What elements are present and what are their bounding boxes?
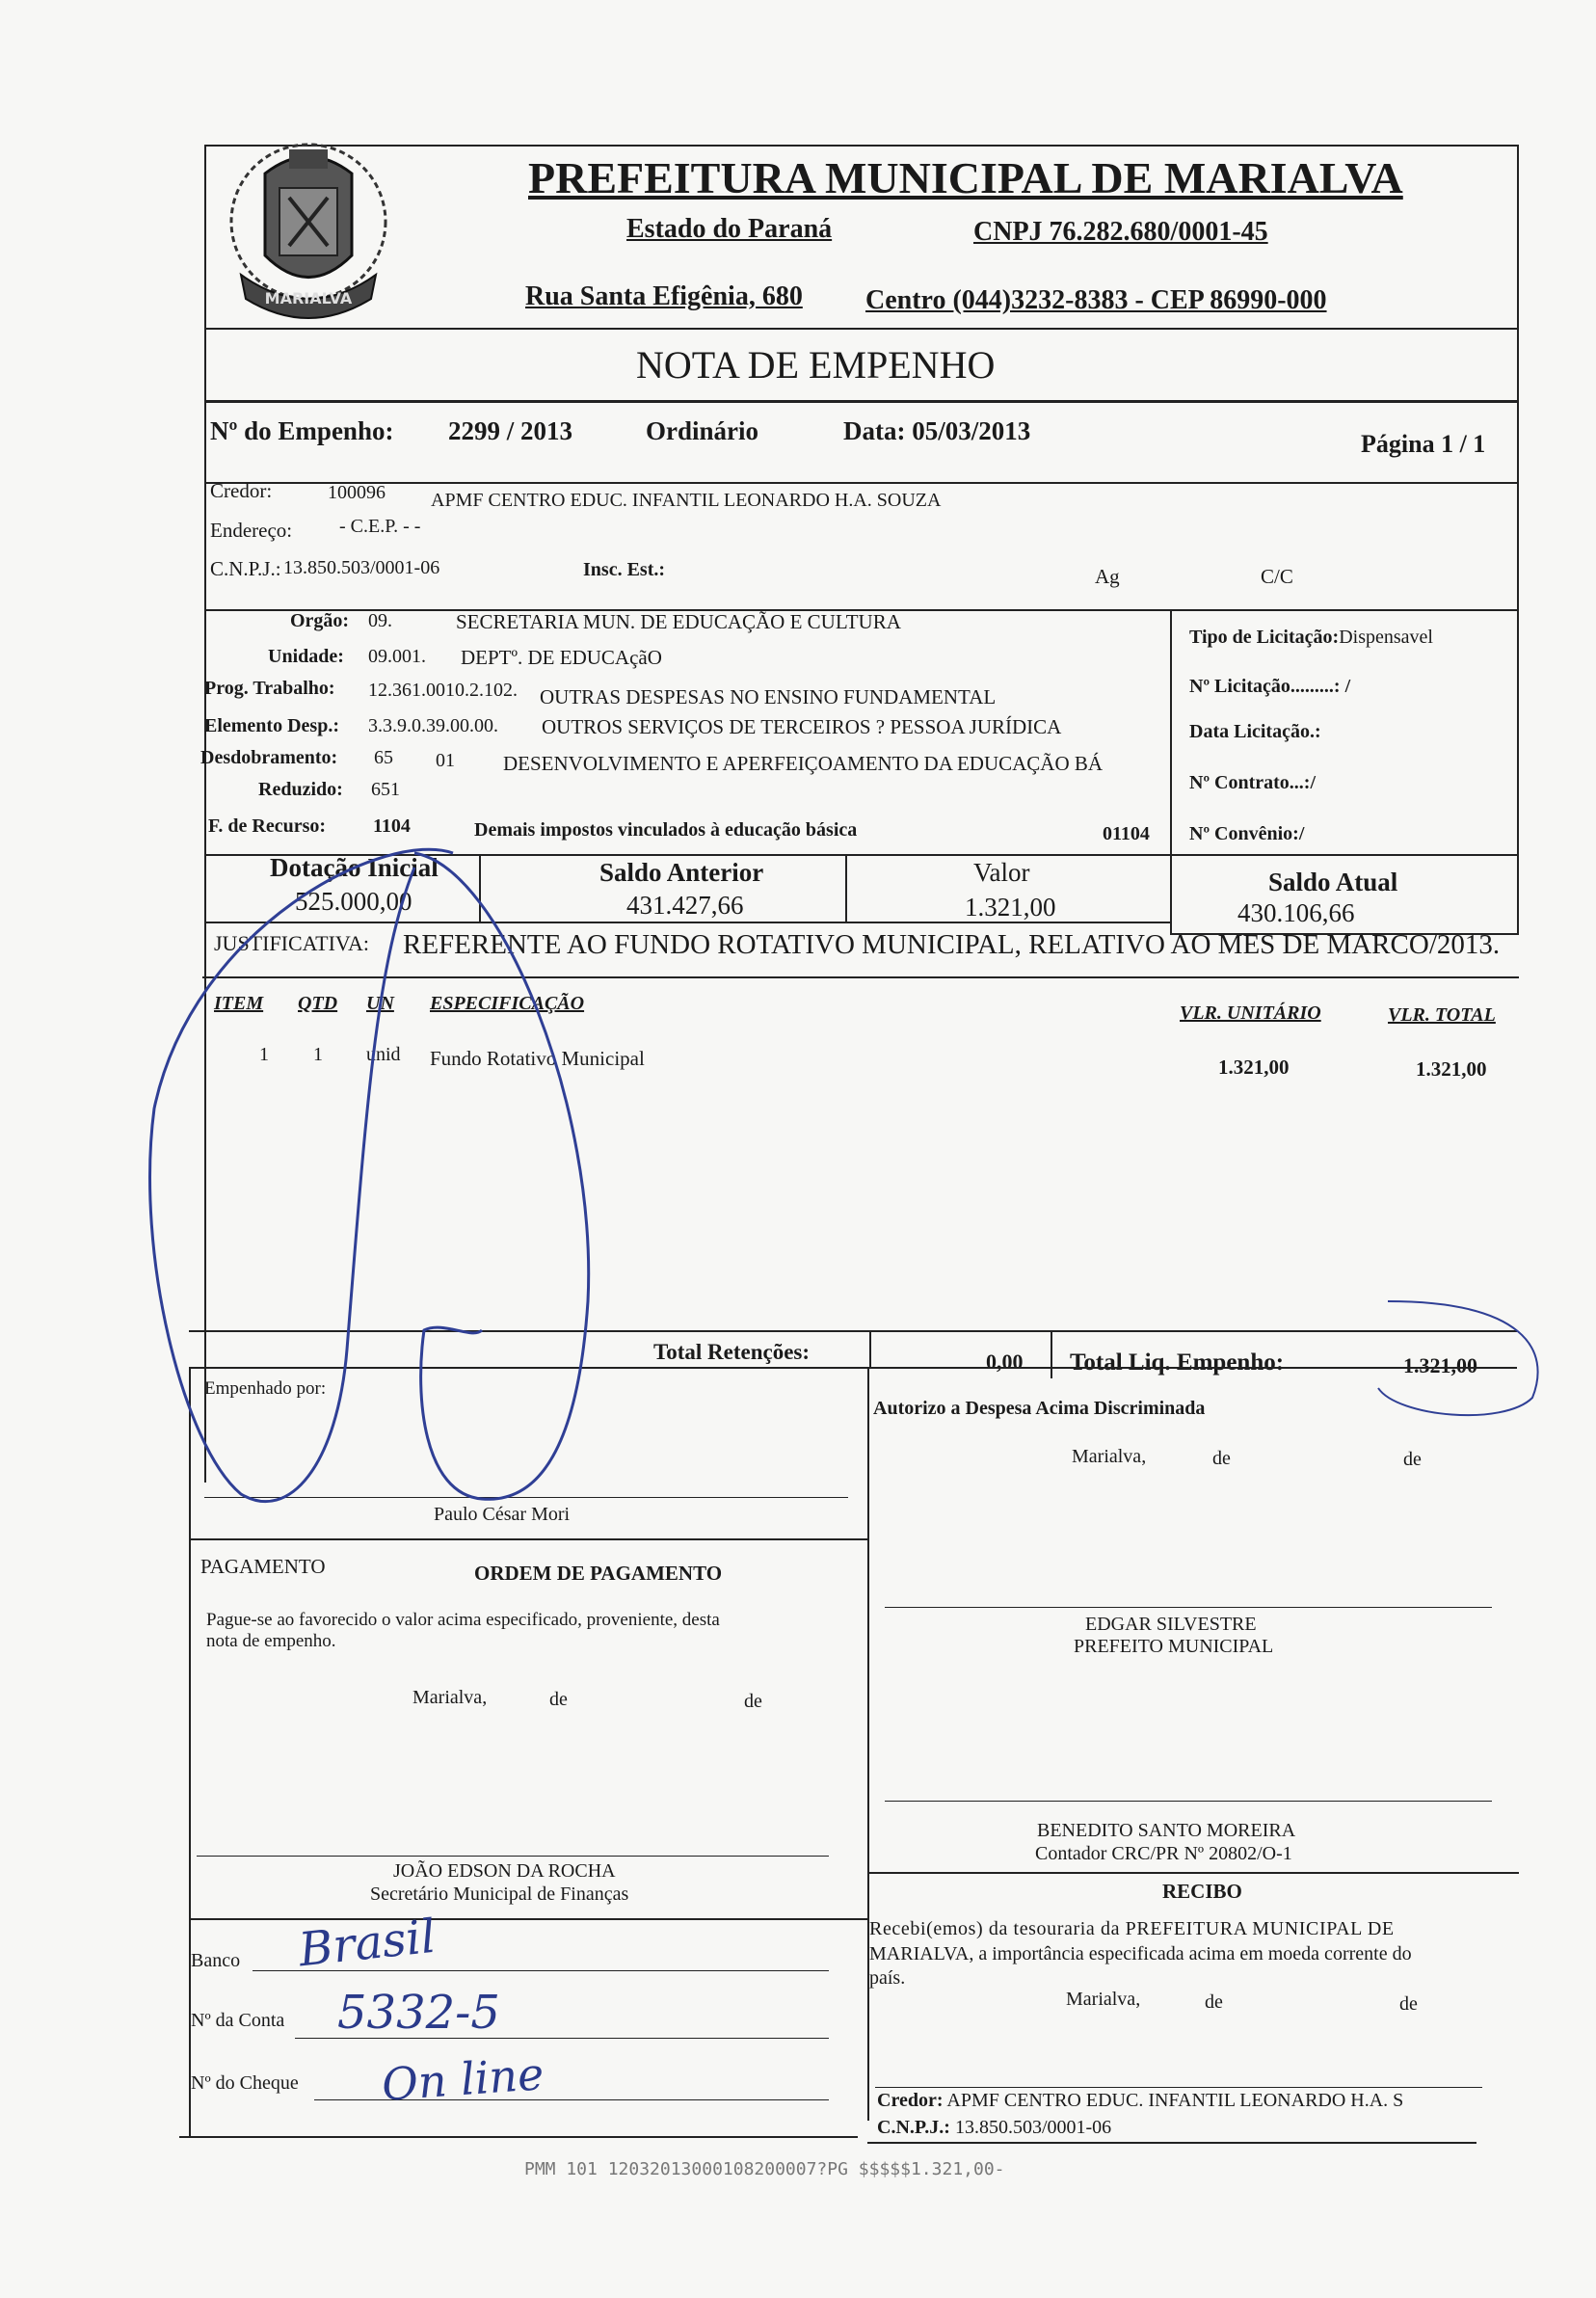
fonte-recurso-label: F. de Recurso: bbox=[208, 815, 327, 837]
autorizo-marialva: Marialva, bbox=[1072, 1446, 1147, 1467]
fonte-recurso-code: 1104 bbox=[373, 815, 411, 837]
totals-divider bbox=[189, 1330, 1517, 1332]
secretario-sig-line bbox=[197, 1856, 829, 1857]
recibo-title: RECIBO bbox=[1162, 1880, 1242, 1903]
conta-label: Nº da Conta bbox=[191, 2010, 285, 2031]
tipo-licitacao-value: Dispensavel bbox=[1339, 627, 1433, 648]
address-value: - C.E.P. - - bbox=[339, 516, 421, 537]
empenhado-por-label: Empenhado por: bbox=[204, 1378, 327, 1399]
secretario-cargo: Secretário Municipal de Finanças bbox=[370, 1884, 629, 1905]
item-vlr-unitario: 1.321,00 bbox=[1218, 1055, 1290, 1079]
cnpj-credor-label: C.N.P.J.: bbox=[210, 557, 281, 580]
recibo-texto-2: MARIALVA, a importância especificada acima em moeda corrente do bbox=[869, 1943, 1412, 1964]
recibo-texto-3: país. bbox=[869, 1967, 906, 1989]
recibo-cnpj bbox=[877, 2117, 1111, 2139]
conta-value: 5332-5 bbox=[337, 1986, 500, 2040]
logo-text: MARIALVA bbox=[264, 289, 353, 307]
desdobramento-label: Desdobramento: bbox=[200, 747, 338, 768]
numero-licitacao: Nº Licitação.........: / bbox=[1189, 676, 1351, 697]
numero-convenio: Nº Convênio:/ bbox=[1189, 823, 1305, 844]
data-licitacao: Data Licitação.: bbox=[1189, 721, 1321, 742]
municipal-coat-of-arms-logo bbox=[212, 130, 405, 337]
item-un: unid bbox=[366, 1044, 401, 1065]
dotacao-inicial-label: Dotação Inicial bbox=[270, 853, 439, 882]
insc-est-label: Insc. Est.: bbox=[583, 559, 666, 580]
cheque-value: On line bbox=[380, 2047, 545, 2111]
col-item: ITEM bbox=[214, 993, 264, 1014]
saldo-atual-label: Saldo Atual bbox=[1268, 868, 1398, 896]
reduzido-label: Reduzido: bbox=[258, 779, 343, 800]
pagamento-de-2: de bbox=[744, 1691, 762, 1712]
empenho-number-label: Nº do Empenho: bbox=[210, 416, 394, 445]
prefeito-cargo: PREFEITO MUNICIPAL bbox=[1074, 1636, 1274, 1657]
frame-right-upper bbox=[1517, 145, 1519, 933]
fonte-recurso-number: 01104 bbox=[1103, 823, 1150, 844]
recibo-cnpj-label: C.N.P.J.: bbox=[877, 2117, 950, 2138]
address-label: Endereço: bbox=[210, 519, 293, 542]
tipo-licitacao bbox=[1189, 627, 1433, 649]
saldo-anterior-value: 431.427,66 bbox=[626, 891, 744, 920]
col-un: UN bbox=[366, 993, 394, 1014]
credor-label: Credor: bbox=[210, 479, 273, 502]
banco-label: Banco bbox=[191, 1950, 241, 1971]
lower-left-border bbox=[189, 1367, 191, 2136]
address-details: Centro (044)3232-8383 - CEP 86990-000 bbox=[865, 285, 1327, 315]
col-qtd: QTD bbox=[298, 993, 338, 1014]
cheque-label: Nº do Cheque bbox=[191, 2072, 299, 2094]
ordem-pagamento: ORDEM DE PAGAMENTO bbox=[474, 1562, 723, 1585]
recibo-credor-value: APMF CENTRO EDUC. INFANTIL LEONARDO H.A. S bbox=[946, 2090, 1404, 2111]
saldo-anterior-label: Saldo Anterior bbox=[599, 858, 764, 887]
recibo-marialva: Marialva, bbox=[1066, 1989, 1141, 2010]
sig-column-separator bbox=[867, 1367, 869, 2121]
empenhado-nome: Paulo César Mori bbox=[434, 1504, 571, 1525]
elemento-code: 3.3.9.0.39.00.00. bbox=[368, 715, 498, 736]
unidade-label: Unidade: bbox=[268, 646, 344, 667]
pagamento-label: PAGAMENTO bbox=[200, 1555, 326, 1578]
justificativa-divider bbox=[202, 976, 1519, 978]
valor-label: Valor bbox=[973, 858, 1030, 887]
elemento-label: Elemento Desp.: bbox=[204, 715, 339, 736]
header-divider bbox=[204, 328, 1519, 330]
orgao-label: Orgão: bbox=[290, 610, 350, 631]
dotacao-inicial-value: 525.000,00 bbox=[295, 887, 412, 916]
saldo-sep-2 bbox=[845, 854, 847, 922]
recibo-de-2: de bbox=[1399, 1993, 1418, 2015]
saldo-sep-1 bbox=[479, 854, 481, 922]
recibo-texto-1: Recebi(emos) da tesouraria da PREFEITURA MUNICIPAL DE bbox=[869, 1918, 1395, 1939]
orgao-name: SECRETARIA MUN. DE EDUCAÇÃO E CULTURA bbox=[456, 610, 901, 633]
pagamento-bottom bbox=[189, 1918, 867, 1920]
credor-name: APMF CENTRO EDUC. INFANTIL LEONARDO H.A. SOUZA bbox=[431, 490, 942, 511]
recibo-credor bbox=[877, 2090, 1403, 2112]
recibo-sig-line bbox=[875, 2087, 1482, 2088]
page-number: Página 1 / 1 bbox=[1361, 430, 1486, 458]
prog-trabalho-code: 12.361.0010.2.102. bbox=[368, 680, 518, 701]
saldo-sep-3 bbox=[1170, 854, 1172, 935]
unidade-name: DEPTº. DE EDUCAçãO bbox=[461, 646, 662, 669]
pagamento-marialva: Marialva, bbox=[412, 1687, 488, 1708]
credor-code: 100096 bbox=[328, 482, 386, 503]
col-vlr-unitario: VLR. UNITÁRIO bbox=[1180, 1002, 1321, 1024]
item-vlr-total: 1.321,00 bbox=[1416, 1057, 1487, 1081]
contador-bottom bbox=[867, 1872, 1519, 1874]
autorizo-de-2: de bbox=[1403, 1449, 1422, 1470]
autorizo-de-1: de bbox=[1212, 1448, 1231, 1469]
item-especificacao: Fundo Rotativo Municipal bbox=[430, 1047, 645, 1070]
totals-bottom bbox=[189, 1367, 1517, 1369]
contador-nome: BENEDITO SANTO MOREIRA bbox=[1037, 1820, 1296, 1841]
total-retencoes-value: 0,00 bbox=[986, 1349, 1024, 1374]
desdobramento-sub: 01 bbox=[436, 750, 455, 771]
empenho-date: Data: 05/03/2013 bbox=[843, 416, 1031, 445]
contador-cargo: Contador CRC/PR Nº 20802/O-1 bbox=[1035, 1843, 1292, 1864]
totals-sep-1 bbox=[869, 1330, 871, 1367]
cnpj-prefeitura: CNPJ 76.282.680/0001-45 bbox=[973, 217, 1268, 247]
prog-trabalho-name: OUTRAS DESPESAS NO ENSINO FUNDAMENTAL bbox=[540, 685, 997, 708]
prefeito-nome: EDGAR SILVESTRE bbox=[1085, 1614, 1257, 1635]
pagamento-texto-1: Pague-se ao favorecido o valor acima especificado, proveniente, desta bbox=[206, 1610, 720, 1630]
total-retencoes-label: Total Retenções: bbox=[653, 1340, 811, 1364]
tipo-licitacao-label: Tipo de Licitação: bbox=[1189, 627, 1340, 648]
saldo-divider bbox=[204, 922, 1170, 923]
justificativa-text: REFERENTE AO FUNDO ROTATIVO MUNICIPAL, RELATIVO AO MES DE MARCO/2013. bbox=[403, 929, 1501, 960]
address-street: Rua Santa Efigênia, 680 bbox=[525, 281, 803, 311]
recibo-de-1: de bbox=[1205, 1991, 1223, 2013]
bottom-right-border bbox=[867, 2142, 1476, 2144]
valor-value: 1.321,00 bbox=[965, 893, 1056, 922]
recibo-cnpj-value: 13.850.503/0001-06 bbox=[954, 2117, 1112, 2138]
empenho-type: Ordinário bbox=[646, 416, 759, 445]
item-qtd: 1 bbox=[313, 1044, 323, 1065]
justificativa-label: JUSTIFICATIVA: bbox=[214, 931, 369, 955]
desdobramento-name: DESENVOLVIMENTO E APERFEIÇOAMENTO DA EDUCAÇÃO BÁ bbox=[503, 752, 1104, 775]
secretario-nome: JOÃO EDSON DA ROCHA bbox=[393, 1860, 616, 1882]
empenho-divider bbox=[204, 482, 1519, 484]
pagamento-texto-2: nota de empenho. bbox=[206, 1631, 336, 1651]
prefeito-sig-line bbox=[885, 1607, 1492, 1608]
totals-sep-2 bbox=[1051, 1330, 1052, 1378]
numero-contrato: Nº Contrato...:/ bbox=[1189, 772, 1317, 793]
document-title: NOTA DE EMPENHO bbox=[636, 343, 996, 387]
municipality-title: PREFEITURA MUNICIPAL DE MARIALVA bbox=[528, 153, 1403, 202]
contador-sig-line bbox=[885, 1801, 1492, 1802]
fonte-recurso-name: Demais impostos vinculados à educação básica bbox=[474, 819, 858, 841]
orgao-code: 09. bbox=[368, 610, 392, 631]
state-name: Estado do Paraná bbox=[626, 214, 833, 244]
desdobramento-code: 65 bbox=[374, 747, 393, 768]
total-liq-label: Total Liq. Empenho: bbox=[1070, 1349, 1285, 1376]
licitacao-separator bbox=[1170, 609, 1172, 856]
col-especificacao: ESPECIFICAÇÃO bbox=[430, 993, 585, 1014]
footer-barcode-text: PMM 101 12032013000108200007?PG $$$$$1.321,00- bbox=[524, 2159, 1005, 2179]
bottom-left-border bbox=[179, 2136, 858, 2138]
elemento-name: OUTROS SERVIÇOS DE TERCEIROS ? PESSOA JURÍDICA bbox=[542, 715, 1062, 738]
cnpj-credor-value: 13.850.503/0001-06 bbox=[283, 557, 440, 578]
title-divider bbox=[204, 400, 1519, 403]
ag-label: Ag bbox=[1095, 565, 1120, 588]
saldo-atual-value: 430.106,66 bbox=[1237, 898, 1355, 927]
empenhado-bottom bbox=[189, 1538, 867, 1540]
pagamento-de-1: de bbox=[549, 1689, 568, 1710]
autorizo-despesa: Autorizo a Despesa Acima Discriminada bbox=[873, 1398, 1206, 1419]
empenhado-sig-line bbox=[204, 1497, 848, 1498]
col-vlr-total: VLR. TOTAL bbox=[1388, 1004, 1496, 1026]
total-liq-value: 1.321,00 bbox=[1403, 1353, 1477, 1377]
item-number: 1 bbox=[259, 1044, 269, 1065]
frame-left-upper bbox=[204, 145, 206, 1483]
cc-label: C/C bbox=[1261, 565, 1293, 588]
empenho-number: 2299 / 2013 bbox=[448, 416, 573, 445]
reduzido-code: 651 bbox=[371, 779, 400, 800]
unidade-code: 09.001. bbox=[368, 646, 426, 667]
prog-trabalho-label: Prog. Trabalho: bbox=[204, 678, 335, 699]
banco-value: Brasil bbox=[296, 1909, 439, 1978]
recibo-credor-label: Credor: bbox=[877, 2090, 944, 2111]
